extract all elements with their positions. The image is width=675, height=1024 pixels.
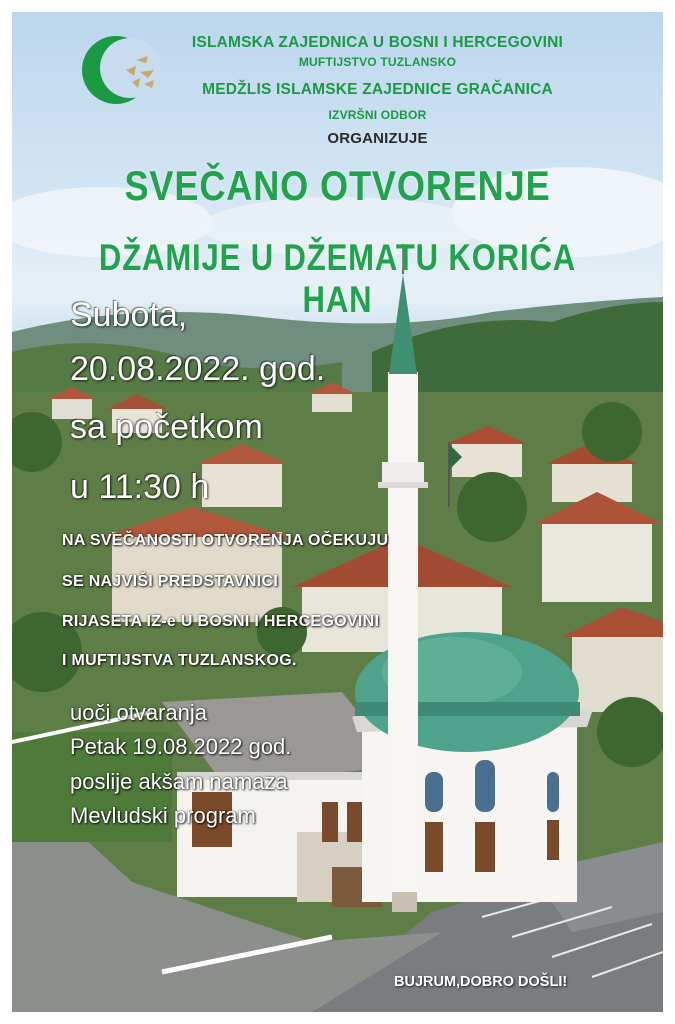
info-line-2: SE NAJVIŠI PREDSTAVNICI: [62, 573, 279, 590]
eve-program: Mevludski program: [70, 803, 256, 828]
council-name: MEDŽLIS ISLAMSKE ZAJEDNICE GRAČANICA: [202, 81, 553, 98]
event-day: Subota,: [70, 296, 188, 334]
event-time: u 11:30 h: [70, 468, 210, 506]
event-title: SVEČANO OTVORENJE: [124, 162, 551, 209]
eve-line-1: uoči otvaranja: [70, 700, 207, 725]
event-subtitle: DŽAMIJE U DŽEMATU KORIĆA HAN: [98, 237, 577, 320]
eve-date: Petak 19.08.2022 god.: [70, 734, 292, 759]
muftiate-name: MUFTIJSTVO TUZLANSKO: [298, 55, 457, 69]
organizes-label: ORGANIZUJE: [327, 130, 428, 147]
eve-line-3: poslije akšam namaza: [70, 769, 288, 794]
welcome-text: BUJRUM,DOBRO DOŠLI!: [394, 974, 568, 990]
text-overlay: [12, 12, 663, 1012]
event-start-label: sa početkom: [70, 408, 263, 446]
event-date: 20.08.2022. god.: [70, 350, 326, 388]
info-line-3: RIJASETA IZ-e U BOSNI I HERCEGOVINI: [62, 613, 380, 630]
info-line-4: I MUFTIJSTVA TUZLANSKOG.: [62, 652, 297, 669]
poster: [12, 12, 663, 1012]
organization-name: ISLAMSKA ZAJEDNICA U BOSNI I HERCEGOVINI: [191, 34, 564, 51]
info-line-1: NA SVEČANOSTI OTVORENJA OČEKUJU: [62, 532, 389, 549]
executive-board: IZVRŠNI ODBOR: [328, 108, 427, 122]
